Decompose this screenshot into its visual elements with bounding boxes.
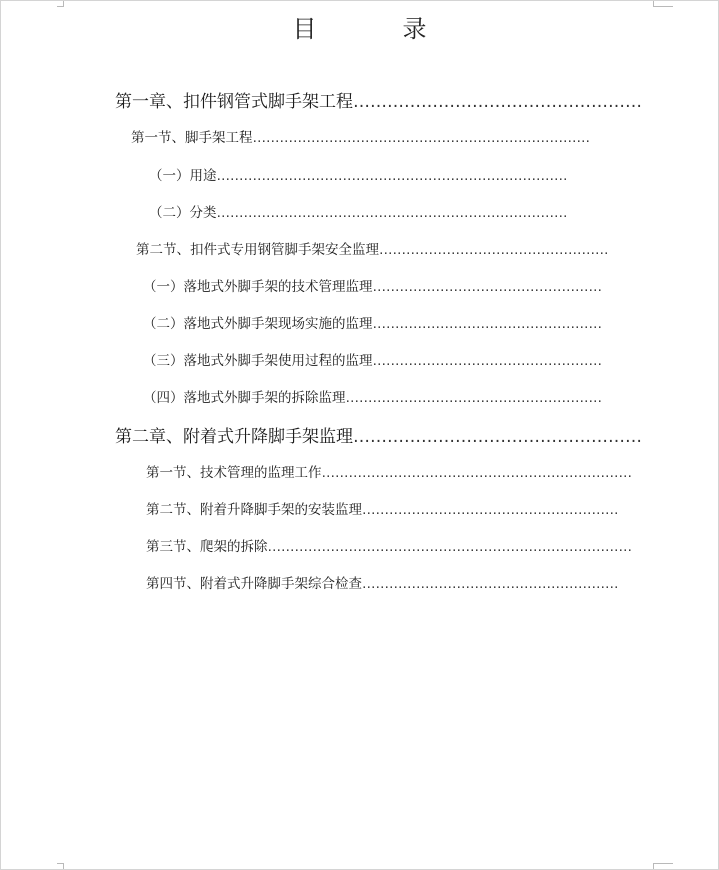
toc-entry-text: 第一节、脚手架工程: [131, 130, 253, 146]
toc-leader: …………………………………………………………………: [252, 130, 590, 146]
toc-entry-text: 第四节、附着式升降脚手架综合检查: [146, 576, 362, 592]
toc-title-char-2: 录: [402, 15, 427, 43]
toc-entry-text: （二）落地式外脚手架现场实施的监理: [143, 316, 373, 332]
toc-entry-chapter-1[interactable]: [115, 87, 642, 112]
toc-leader: ……………………………………………………………: [321, 465, 632, 481]
toc-leader: ……………………………………………………………………: [216, 168, 568, 184]
toc-entry-subsection[interactable]: [149, 201, 568, 221]
crop-mark-top-left-h: [57, 6, 64, 7]
toc-entry-text: （二）分类: [149, 205, 217, 221]
toc-entry-text: 第一章、扣件钢管式脚手架工程: [115, 92, 353, 112]
toc-leader: ……………………………………………………………………: [216, 205, 568, 221]
toc-entry-text: （三）落地式外脚手架使用过程的监理: [143, 353, 373, 369]
toc-entry-subsection[interactable]: [143, 275, 602, 295]
toc-leader: ……………………………………………: [372, 316, 602, 332]
toc-entry-chapter-2[interactable]: [115, 422, 642, 447]
toc-leader: ……………………………………………: [379, 242, 609, 258]
crop-mark-top-right-h: [653, 6, 673, 7]
toc-entry-text: 第二节、扣件式专用钢管脚手架安全监理: [136, 242, 379, 258]
toc-entry-text: 第二章、附着式升降脚手架监理: [115, 427, 353, 447]
toc-leader: ……………………………………………: [353, 92, 642, 112]
toc-leader: …………………………………………………: [362, 576, 619, 592]
toc-entry-text: （四）落地式外脚手架的拆除监理: [143, 390, 346, 406]
toc-entry-subsection[interactable]: [143, 349, 602, 369]
toc-entry-text: 第一节、技术管理的监理工作: [146, 465, 322, 481]
toc-leader: ………………………………………………………………………: [267, 539, 632, 555]
toc-entry-section[interactable]: [146, 461, 632, 481]
toc-title-char-1: 目: [292, 15, 317, 43]
toc-leader: ……………………………………………: [372, 279, 602, 295]
toc-leader: ……………………………………………: [372, 353, 602, 369]
toc-entry-text: 第三节、爬架的拆除: [146, 539, 268, 555]
toc-entry-section[interactable]: [136, 238, 609, 258]
toc-entry-section[interactable]: [146, 498, 619, 518]
toc-title: [1, 9, 718, 44]
crop-mark-bottom-left-h: [57, 863, 64, 864]
toc-entry-text: 第二节、附着升降脚手架的安装监理: [146, 502, 362, 518]
toc-entry-section[interactable]: [131, 126, 590, 146]
toc-leader: …………………………………………………: [362, 502, 619, 518]
toc-entry-subsection[interactable]: [143, 386, 602, 406]
toc-leader: ……………………………………………: [353, 427, 642, 447]
toc-entry-section[interactable]: [146, 572, 619, 592]
toc-leader: …………………………………………………: [345, 390, 602, 406]
toc-entry-subsection[interactable]: [149, 164, 568, 184]
toc-entry-text: （一）落地式外脚手架的技术管理监理: [143, 279, 373, 295]
toc-entry-subsection[interactable]: [143, 312, 602, 332]
crop-mark-bottom-right-h: [653, 863, 673, 864]
toc-entry-section[interactable]: [146, 535, 632, 555]
toc-entry-text: （一）用途: [149, 168, 217, 184]
